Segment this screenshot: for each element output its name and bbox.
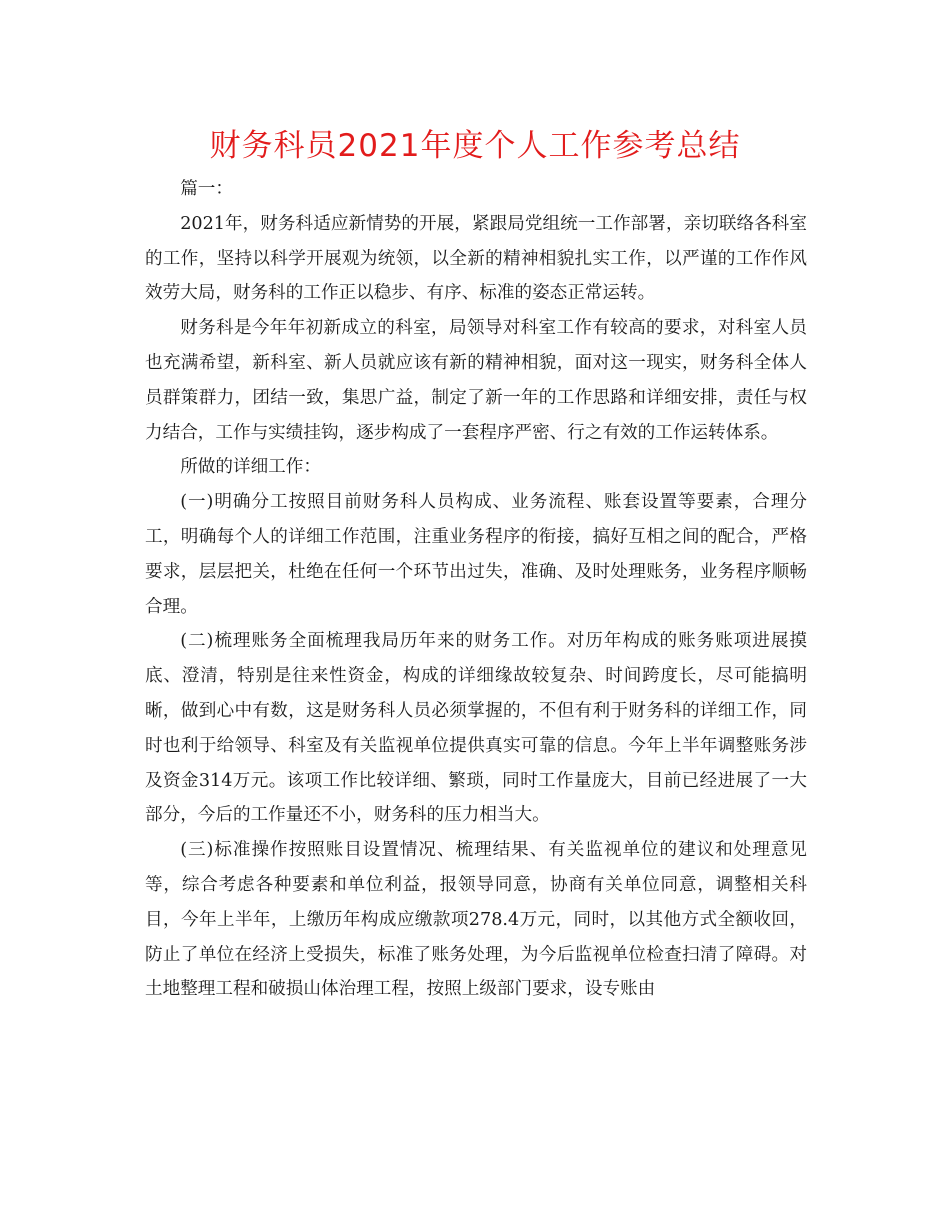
paragraph-item-1: (一)明确分工按照目前财务科人员构成、业务流程、账套设置等要素，合理分工，明确每个人的详细工作范围，注重业务程序的衔接，搞好互相之间的配合，严格要求，层层把关，杜绝在任何一个环节出过失，准确、及时处理账务，业务程序顺畅合理。 [145, 492, 807, 617]
paragraph-department: 财务科是今年年初新成立的科室，局领导对科室工作有较高的要求，对科室人员也充满希望，新科室、新人员就应该有新的精神相貌，面对这一现实，财务科全体人员群策群力，团结一致，集思广益，制定了新一年的工作思路和详细安排，责任与权力结合，工作与实绩挂钩，逐步构成了一套程序严密、行之有效的工作运转体系。 [145, 318, 807, 443]
paragraph-section-heading: 篇一： [180, 179, 233, 199]
paragraph-item-2: (二)梳理账务全面梳理我局历年来的财务工作。对历年构成的账务账项进展摸底、澄清，特别是往来性资金，构成的详细缘故较复杂、时间跨度长，尽可能搞明晰，做到心中有数，这是财务科人员必须掌握的，不但有利于财务科的详细工作，同时也利于给领导、科室及有关监视单位提供真实可靠的信息。今年上半年调整账务涉及资金314万元。该项工作比较详细、繁琐，同时工作量庞大，目前已经进展了一大部分，今后的工作量还不小，财务科的压力相当大。 [145, 631, 807, 826]
paragraph-work-heading: 所做的详细工作： [180, 457, 321, 478]
paragraph-item-3: (三)标准操作按照账目设置情况、梳理结果、有关监视单位的建议和处理意见等，综合考虑各种要素和单位利益，报领导同意，协商有关单位同意，调整相关科目，今年上半年，上缴历年构成应缴款项278.4万元，同时，以其他方式全额收回，防止了单位在经济上受损失，标准了账务处理，为今后监视单位检查扫清了障碍。对土地整理工程和破损山体治理工程，按照上级部门要求，设专账由 [145, 840, 807, 1000]
document-title: 财务科员2021年度个人工作参考总结 [209, 128, 741, 164]
document-body [145, 172, 807, 1007]
paragraph-intro: 2021年，财务科适应新情势的开展，紧跟局党组统一工作部署，亲切联络各科室的工作，坚持以科学开展观为统领，以全新的精神相貌扎实工作，以严谨的工作作风效劳大局，财务科的工作正以稳步、有序、标准的姿态正常运转。 [145, 213, 807, 304]
